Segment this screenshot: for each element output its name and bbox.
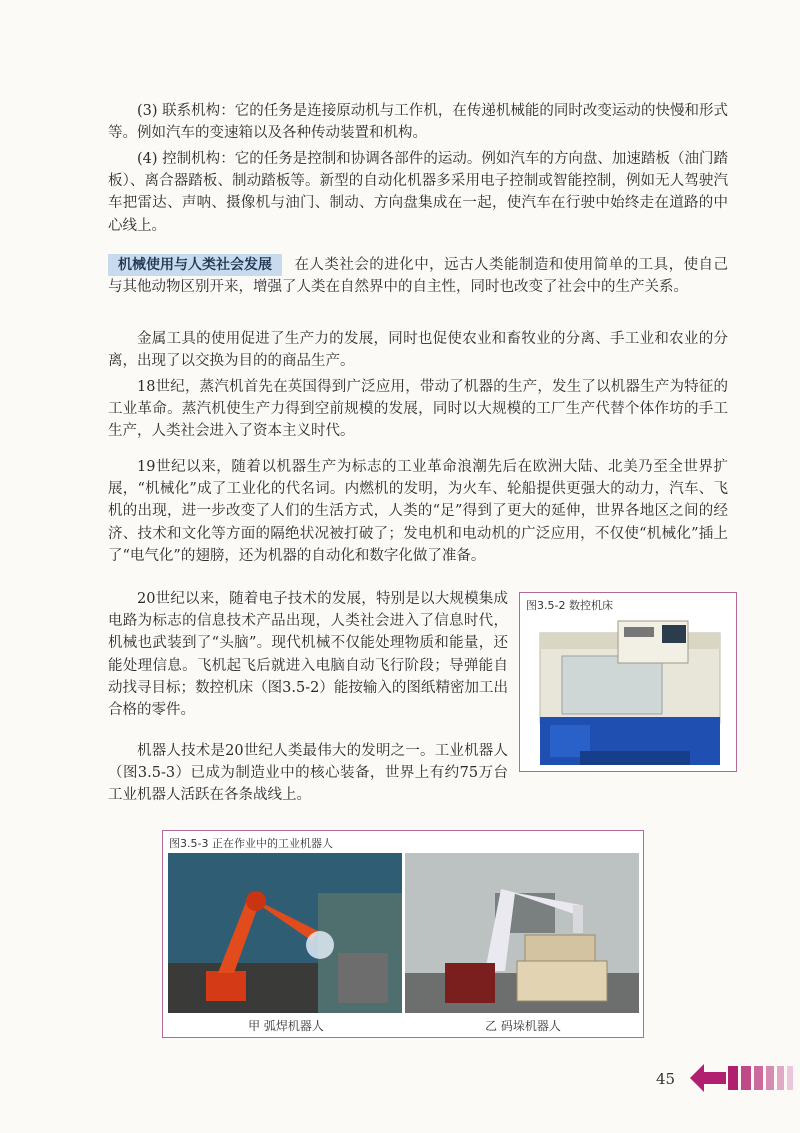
- page-number: 45: [656, 1070, 676, 1088]
- cnc-machine-illustration: [520, 611, 736, 771]
- paragraph-20th-century: 20世纪以来，随着电子技术的发展，特别是以大规模集成电路为标志的信息技术产品出现，人类社会进入了信息时代，机械也武装到了“头脑”。现代机械不仅能处理物质和能量，还能处理信息。飞机起飞后就进入电脑自动飞行阶段；导弹能自动找寻目标；数控机床（图3.5-2）能按输入的图纸精密加工出合格的零件。: [108, 591, 508, 719]
- palletizing-robot-illustration: [405, 853, 639, 1013]
- paragraph-18th-century: 18世纪，蒸汽机首先在英国得到广泛应用，带动了机器的生产，发生了以机器生产为特征的工业革命。蒸汽机使生产力得到空前规模的发展，同时以大规模的工厂生产代替个体作坊的手工生产，人类社会进入了资本主义时代。: [108, 379, 728, 440]
- section-intro-text: 在人类社会的进化中，远古人类能制造和使用简单的工具，使自己与其他动物区别开来，增强了人类在自然界中的自主性，同时也改变了社会中的生产关系。: [108, 257, 728, 296]
- welding-robot-caption: 甲 弧焊机器人: [248, 1019, 324, 1033]
- welding-robot-illustration: [168, 853, 402, 1013]
- section-heading: 机械使用与人类社会发展: [108, 254, 282, 276]
- paragraph-robots: 机器人技术是20世纪人类最伟大的发明之一。工业机器人（图3.5-3）已成为制造业中的核心装备，世界上有约75万台工业机器人活跃在各条战线上。: [108, 743, 508, 804]
- paragraph-linkage-mechanism: (3) 联系机构：它的任务是连接原动机与工作机，在传递机械能的同时改变运动的快慢和形式等。例如汽车的变速箱以及各种传动装置和机构。: [108, 103, 728, 142]
- paragraph-19th-century: 19世纪以来，随着以机器生产为标志的工业革命浪潮先后在欧洲大陆、北美乃至全世界扩展，“机械化”成了工业化的代名词。内燃机的发明，为火车、轮船提供更强大的动力，汽车、飞机的出现，进一步改变了人们的生活方式，人类的“足”得到了更大的延伸，世界各地区之间的经济、技术和文化等方面的隔绝状况被打破了；发电机和电动机的广泛应用，不仅使“机械化”插上了“电气化”的翅膀，还为机器的自动化和数字化做了准备。: [108, 459, 728, 564]
- paragraph-section-intro: [108, 254, 728, 298]
- figure-robots-caption: 图3.5-3 正在作业中的工业机器人: [169, 835, 333, 854]
- figure-cnc-caption: 图3.5-2 数控机床: [526, 599, 613, 612]
- page-arrow-decoration: [690, 1060, 800, 1096]
- figure-cnc-machine: [519, 592, 737, 772]
- paragraph-metal-tools: 金属工具的使用促进了生产力的发展，同时也促使农业和畜牧业的分离、手工业和农业的分离，出现了以交换为目的的商品生产。: [108, 331, 728, 370]
- figure-industrial-robots: [162, 830, 644, 1038]
- paragraph-control-mechanism: (4) 控制机构：它的任务是控制和协调各部件的运动。例如汽车的方向盘、加速踏板（油门踏板）、离合器踏板、制动踏板等。新型的自动化机器多采用电子控制或智能控制，例如无人驾驶汽车把雷达、声呐、摄像机与油门、制动、方向盘集成在一起，使汽车在行驶中始终走在道路的中心线上。: [108, 151, 728, 234]
- palletizing-robot-caption: 乙 码垛机器人: [485, 1019, 561, 1033]
